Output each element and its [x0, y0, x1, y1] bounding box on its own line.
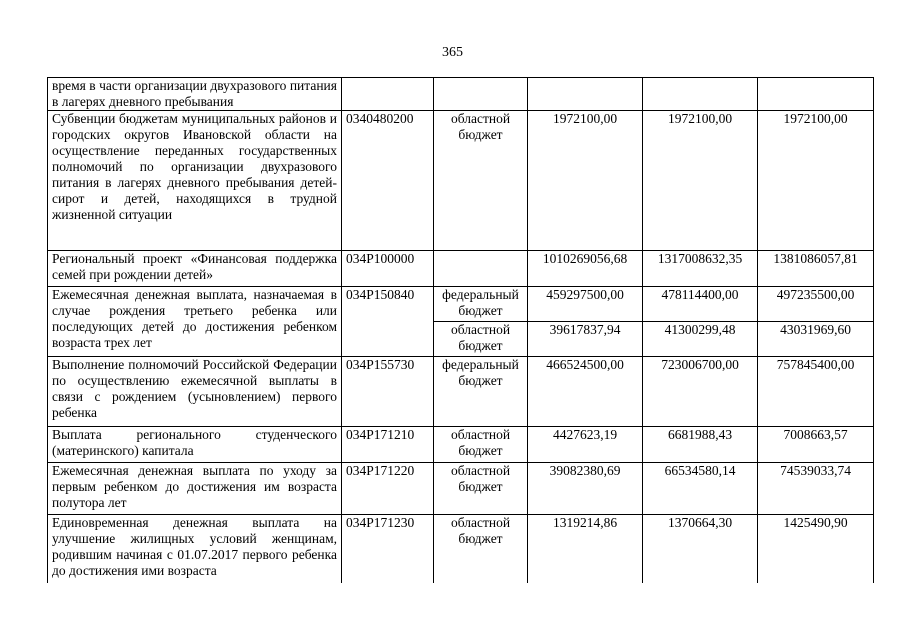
amount-year-3: 497235500,00 [758, 287, 874, 322]
funding-source: областной бюджет [434, 515, 528, 587]
budget-code: 034P150840 [342, 287, 434, 357]
amount-year-2: 41300299,48 [643, 322, 758, 357]
page-number: 365 [442, 45, 463, 60]
table-row [48, 111, 874, 251]
program-name: Ежемесячная денежная выплата, назначаемая в случае рождения третьего ребенка или последующих детей до достижения ребенком возраста трех лет [48, 287, 342, 357]
amount-year-1: 1010269056,68 [528, 251, 643, 287]
amount-year-2: 1972100,00 [643, 111, 758, 251]
amount-year-1: 39617837,94 [528, 322, 643, 357]
funding-source: областной бюджет [434, 111, 528, 251]
budget-code [342, 78, 434, 111]
program-name: Субвенции бюджетам муниципальных районов и городских округов Ивановской области на осуществление переданных государственных полномочий по организации двухразового питания в лагерях дневного пребывания детей-сирот и детей, находящихся в трудной жизненной ситуации [48, 111, 342, 251]
page-bottom-margin [0, 583, 905, 640]
funding-source: областной бюджет [434, 463, 528, 515]
funding-source: областной бюджет [434, 322, 528, 357]
amount-year-1: 1319214,86 [528, 515, 643, 587]
amount-year-2: 1317008632,35 [643, 251, 758, 287]
program-name: Выполнение полномочий Российской Федерации по осуществлению ежемесячной выплаты в связи с рождением (усыновлением) первого ребенка [48, 357, 342, 427]
amount-year-3: 74539033,74 [758, 463, 874, 515]
table-row [48, 427, 874, 463]
program-name: время в части организации двухразового питания в лагерях дневного пребывания [48, 78, 342, 111]
funding-source: федеральный бюджет [434, 287, 528, 322]
funding-source [434, 78, 528, 111]
funding-source [434, 251, 528, 287]
table-row [48, 251, 874, 287]
amount-year-3: 1425490,90 [758, 515, 874, 587]
amount-year-1: 466524500,00 [528, 357, 643, 427]
amount-year-2 [643, 78, 758, 111]
amount-year-2: 1370664,30 [643, 515, 758, 587]
amount-year-3: 43031969,60 [758, 322, 874, 357]
amount-year-3: 1972100,00 [758, 111, 874, 251]
budget-code: 034P100000 [342, 251, 434, 287]
table-row [48, 357, 874, 427]
table-row [48, 78, 874, 111]
budget-code: 034P155730 [342, 357, 434, 427]
amount-year-1 [528, 78, 643, 111]
budget-table [47, 77, 874, 587]
amount-year-3 [758, 78, 874, 111]
program-name: Региональный проект «Финансовая поддержка семей при рождении детей» [48, 251, 342, 287]
amount-year-3: 757845400,00 [758, 357, 874, 427]
program-name: Ежемесячная денежная выплата по уходу за первым ребенком до достижения им возраста полутора лет [48, 463, 342, 515]
amount-year-2: 6681988,43 [643, 427, 758, 463]
amount-year-1: 459297500,00 [528, 287, 643, 322]
table-row [48, 463, 874, 515]
amount-year-3: 1381086057,81 [758, 251, 874, 287]
amount-year-1: 1972100,00 [528, 111, 643, 251]
table-row [48, 287, 874, 322]
budget-code: 0340480200 [342, 111, 434, 251]
amount-year-3: 7008663,57 [758, 427, 874, 463]
funding-source: областной бюджет [434, 427, 528, 463]
table-row [48, 515, 874, 587]
amount-year-2: 66534580,14 [643, 463, 758, 515]
amount-year-1: 39082380,69 [528, 463, 643, 515]
program-name: Единовременная денежная выплата на улучшение жилищных условий женщинам, родившим начиная с 01.07.2017 первого ребенка до достижения ими возраста [48, 515, 342, 587]
budget-code: 034P171210 [342, 427, 434, 463]
budget-code: 034P171220 [342, 463, 434, 515]
amount-year-1: 4427623,19 [528, 427, 643, 463]
budget-code: 034P171230 [342, 515, 434, 587]
amount-year-2: 723006700,00 [643, 357, 758, 427]
amount-year-2: 478114400,00 [643, 287, 758, 322]
funding-source: федеральный бюджет [434, 357, 528, 427]
program-name: Выплата регионального студенческого (материнского) капитала [48, 427, 342, 463]
